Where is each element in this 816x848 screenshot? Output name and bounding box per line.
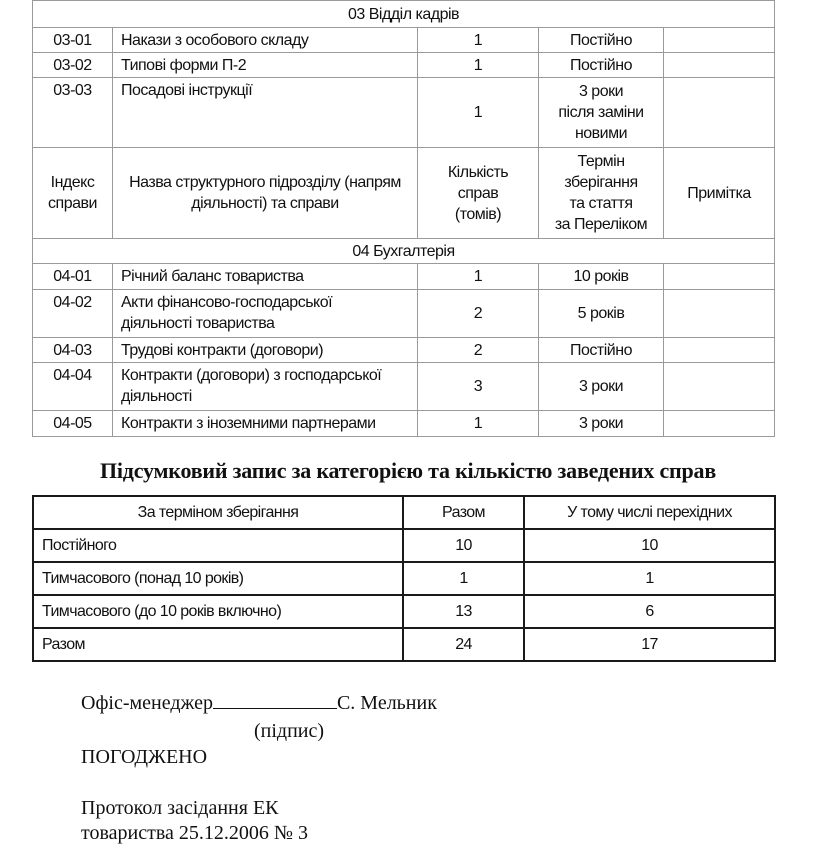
nomenclature-table [32, 0, 775, 437]
header-line: діяльності) та справи [191, 195, 339, 212]
summary-transitional: 10 [524, 529, 775, 562]
table-row [33, 28, 775, 53]
summary-transitional: 17 [524, 628, 775, 661]
approval-label: ПОГОДЖЕНО [81, 746, 208, 768]
case-note [664, 78, 775, 148]
summary-category: Тимчасового (понад 10 років) [33, 562, 403, 595]
case-count: 2 [418, 338, 539, 363]
table-row [33, 78, 775, 148]
header-term [539, 148, 664, 239]
case-count: 1 [418, 78, 539, 148]
case-note [664, 53, 775, 78]
header-line: Кількість [447, 163, 509, 181]
case-index: 04-05 [33, 411, 113, 437]
case-name: Річний баланс товариства [113, 264, 418, 290]
table-row [33, 53, 775, 78]
case-term-line: після заміни [558, 104, 644, 121]
summary-total: 1 [403, 562, 524, 595]
case-count: 1 [418, 411, 539, 437]
header-line: справ [457, 184, 499, 202]
case-term: 3 роки [539, 363, 664, 411]
case-index: 03-01 [33, 28, 113, 53]
case-name [113, 363, 418, 411]
signer-position: Офіс-менеджер [81, 692, 213, 714]
summary-transitional: 6 [524, 595, 775, 628]
signer-name: С. Мельник [336, 692, 437, 714]
header-line: (томів) [454, 205, 502, 223]
summary-total: 13 [403, 595, 524, 628]
table-row [33, 290, 775, 338]
table-row [33, 264, 775, 290]
case-count: 3 [418, 363, 539, 411]
table-row [33, 363, 775, 411]
case-note [664, 363, 775, 411]
case-term: Постійно [539, 28, 664, 53]
section-title: 03 Відділ кадрів [33, 1, 775, 28]
header-count [418, 148, 539, 239]
case-term [539, 78, 664, 148]
case-note [664, 411, 775, 437]
summary-header-category: За терміном зберігання [33, 496, 403, 529]
case-note [664, 338, 775, 363]
protocol-line-1: Протокол засідання ЕК [81, 797, 279, 819]
header-line: та стаття [569, 195, 633, 212]
summary-title: Підсумковий запис за категорією та кількістю заведених справ [99, 458, 717, 483]
case-name-line: Акти фінансово-господарської [121, 294, 333, 311]
summary-row [33, 562, 775, 595]
case-index: 04-03 [33, 338, 113, 363]
summary-total: 24 [403, 628, 524, 661]
section-row-hr [33, 1, 775, 28]
summary-row-total [33, 628, 775, 661]
case-name: Контракти з іноземними партнерами [113, 411, 418, 437]
header-note [664, 148, 775, 239]
header-line: Примітка [687, 184, 751, 202]
header-line: Індекс [50, 174, 95, 191]
case-name [113, 290, 418, 338]
signature-line [81, 692, 437, 715]
case-name-line: Контракти (договори) з господарської [121, 367, 382, 384]
case-note [664, 290, 775, 338]
summary-header-total: Разом [403, 496, 524, 529]
case-name-line: діяльності товариства [121, 315, 275, 332]
summary-total: 10 [403, 529, 524, 562]
case-note [664, 264, 775, 290]
case-index: 03-03 [33, 78, 113, 148]
header-line: зберігання [564, 174, 638, 191]
case-term-line: 3 роки [578, 83, 624, 100]
case-term: Постійно [539, 53, 664, 78]
summary-row [33, 529, 775, 562]
header-line: справи [48, 195, 97, 212]
case-name: Трудові контракти (договори) [113, 338, 418, 363]
case-index: 03-02 [33, 53, 113, 78]
case-note [664, 28, 775, 53]
case-name: Посадові інструкції [113, 78, 418, 148]
summary-category: Постійного [33, 529, 403, 562]
case-name: Накази з особового складу [113, 28, 418, 53]
case-term-line: новими [574, 125, 628, 142]
case-term: Постійно [539, 338, 664, 363]
case-name: Типові форми П-2 [113, 53, 418, 78]
summary-category: Разом [33, 628, 403, 661]
section-title: 04 Бухгалтерія [33, 239, 775, 264]
case-count: 1 [418, 28, 539, 53]
summary-header-row [33, 496, 775, 529]
table-row [33, 411, 775, 437]
case-index: 04-04 [33, 363, 113, 411]
protocol-line-2: товариства 25.12.2006 № 3 [81, 822, 308, 844]
case-count: 1 [418, 53, 539, 78]
header-index [33, 148, 113, 239]
summary-header-transitional: У тому числі перехідних [524, 496, 775, 529]
header-name [113, 148, 418, 239]
summary-row [33, 595, 775, 628]
case-index: 04-02 [33, 290, 113, 338]
header-line: Термін [577, 153, 625, 170]
case-count: 2 [418, 290, 539, 338]
section-row-accounting [33, 239, 775, 264]
case-name-line: діяльності [121, 388, 192, 405]
signature-caption: (підпис) [254, 720, 325, 742]
table-row [33, 338, 775, 363]
summary-transitional: 1 [524, 562, 775, 595]
case-count: 1 [418, 264, 539, 290]
summary-table [32, 495, 776, 662]
signature-blank [213, 692, 337, 709]
header-line: Назва структурного підрозділу (напрям [129, 174, 401, 191]
case-term: 10 років [539, 264, 664, 290]
case-term: 3 роки [539, 411, 664, 437]
case-term: 5 років [539, 290, 664, 338]
header-line: за Переліком [554, 216, 648, 233]
case-index: 04-01 [33, 264, 113, 290]
column-header-row [33, 148, 775, 239]
summary-category: Тимчасового (до 10 років включно) [33, 595, 403, 628]
